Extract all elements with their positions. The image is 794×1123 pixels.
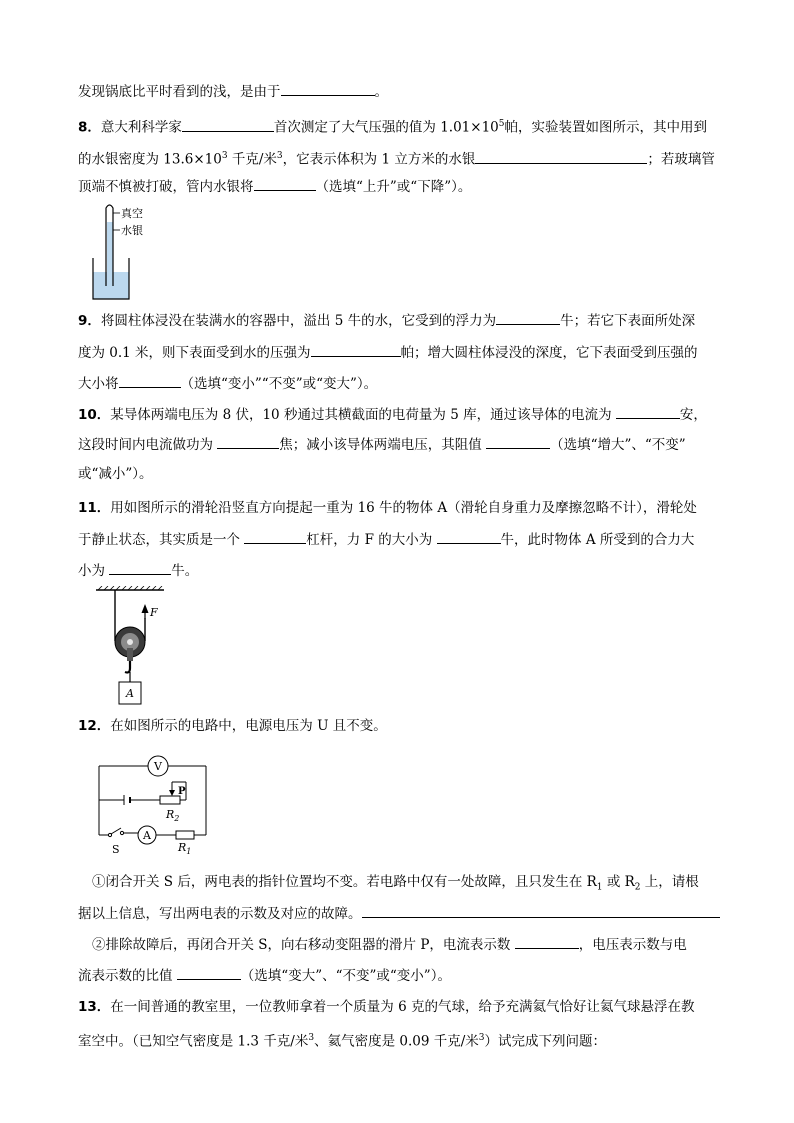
block-label: A [126, 687, 134, 700]
q9-line-1 [78, 310, 695, 331]
answer-blank[interactable] [475, 149, 647, 164]
question-number: 12． [78, 718, 111, 734]
q12-sub1-line-2 [78, 903, 720, 924]
text: ，它表示体积为 1 立方米的水银 [282, 151, 476, 168]
answer-blank[interactable] [311, 342, 401, 357]
text: 杠杆，力 F 的大小为 [306, 532, 437, 548]
text: ）试完成下列问题： [484, 1033, 607, 1050]
switch-s-icon [111, 828, 121, 834]
q12-sub2-line-1 [92, 934, 687, 955]
answer-blank[interactable] [437, 529, 501, 544]
text: 牛，此时物体 A 所受到的合力大 [500, 532, 695, 548]
text: 帕；增大圆柱体浸没的深度，它下表面受到压强的 [400, 345, 698, 361]
text: 的水银密度为 13.6×10 [78, 151, 222, 168]
text: 首次测定了大气压强的值为 1.01×10 [273, 119, 499, 136]
answer-blank[interactable] [217, 434, 279, 449]
text: 用如图所示的滑轮沿竖直方向提起一重为 16 牛的物体 A（滑轮自身重力及摩擦忽略不计），滑轮处 [110, 500, 697, 516]
text: （选填“变小”“不变”或“变大”）。 [180, 376, 378, 392]
text: 这段时间内电流做功为 [78, 437, 218, 453]
superscript: 5 [498, 119, 505, 129]
text: ；若玻璃管 [647, 151, 715, 168]
text: ，电压表示数与电 [578, 937, 687, 953]
r1-label [177, 841, 191, 856]
subscript: 2 [634, 882, 641, 893]
question-number: 13． [78, 999, 111, 1015]
answer-blank[interactable] [496, 310, 560, 325]
answer-blank[interactable] [109, 560, 171, 575]
vacuum-label: 真空 [121, 207, 143, 220]
q12-sub1-line-1 [92, 872, 699, 898]
text: 帕，实验装置如图所示，其中用到 [504, 119, 707, 136]
q10-line-1 [78, 404, 707, 425]
answer-blank[interactable] [515, 934, 579, 949]
q10-line-3 [78, 464, 153, 484]
answer-blank[interactable] [281, 81, 375, 96]
q9-line-3 [78, 373, 377, 394]
text: 意大利科学家 [100, 119, 182, 136]
q8-line-2 [78, 146, 715, 170]
text: 大小将 [78, 376, 119, 392]
text: （选填“增大”、“不变” [550, 437, 686, 453]
r2-label [165, 808, 179, 823]
switch-contact-right [120, 831, 123, 834]
superscript: 3 [276, 151, 283, 161]
text: 牛；若它下表面所处深 [560, 313, 696, 329]
text: ②排除故障后，再闭合开关 S，向右移动变阻器的滑片 P，电流表示数 [92, 937, 515, 953]
q12-sub2-line-2 [78, 965, 451, 986]
text: 小为 [78, 563, 110, 579]
text: 焦；减小该导体两端电压，其阻值 [279, 437, 487, 453]
barometer-figure [88, 200, 168, 305]
pulley-axle [127, 639, 133, 645]
q7-tail-line [78, 81, 388, 102]
q11-line-3 [78, 560, 198, 581]
question-number: 11． [78, 500, 111, 516]
q13-line-1 [78, 997, 694, 1017]
r1-letter: R [178, 841, 187, 854]
r2-sub: 2 [174, 814, 180, 823]
answer-blank[interactable] [119, 373, 181, 388]
text: 室空中。（已知空气密度是 1.3 千克/米 [78, 1033, 309, 1050]
text: 或“减小”）。 [78, 466, 153, 482]
text: 据以上信息，写出两电表的示数及对应的故障。 [78, 906, 362, 922]
force-label: F [150, 606, 158, 619]
mercury-column [107, 222, 113, 286]
question-number: 10． [78, 407, 111, 423]
text: 。 [374, 84, 388, 100]
text: 在一间普通的教室里，一位教师拿着一个质量为 6 克的气球，给予充满氦气恰好让氦气球悬浮在教 [110, 999, 695, 1015]
q9-line-2 [78, 342, 698, 363]
slider-p-icon [169, 790, 175, 796]
text: 某导体两端电压为 8 伏，10 秒通过其横截面的电荷量为 5 库，通过该导体的电流为 [110, 407, 616, 423]
text: （选填“变大”、“不变”或“变小”）。 [240, 968, 451, 984]
mercury-label: 水银 [121, 224, 143, 237]
q8-line-1 [78, 114, 707, 138]
switch-label: S [112, 843, 120, 856]
text: 千克/米 [227, 151, 277, 168]
text: 、氦气密度是 0.09 千克/米 [314, 1033, 479, 1050]
text: （选填“上升”或“下降”）。 [315, 179, 472, 195]
superscript: 3 [221, 151, 228, 161]
text: 上，请根 [640, 874, 699, 890]
text: ①闭合开关 S 后，两电表的指针位置均不变。若电路中仅有一处故障，且只发生在 R [92, 874, 597, 890]
text: 牛。 [171, 563, 199, 579]
r2-letter: R [166, 808, 175, 821]
ammeter-label: A [143, 829, 151, 842]
rheostat-r2 [160, 796, 180, 804]
answer-blank[interactable] [486, 434, 550, 449]
answer-blank[interactable] [177, 965, 241, 980]
q10-line-2 [78, 434, 686, 455]
q8-line-3 [78, 176, 471, 197]
q12-line-1 [78, 716, 387, 736]
answer-blank[interactable] [362, 903, 720, 918]
text: 将圆柱体浸没在装满水的容器中，溢出 5 牛的水，它受到的浮力为 [100, 313, 497, 329]
text: 顶端不慎被打破，管内水银将 [78, 179, 254, 195]
text: 度为 0.1 米，则下表面受到水的压强为 [78, 345, 311, 361]
answer-blank[interactable] [182, 117, 274, 132]
voltmeter-label: V [154, 760, 162, 773]
pulley-figure [94, 586, 174, 710]
text: 于静止状态，其实质是一个 [78, 532, 245, 548]
answer-blank[interactable] [254, 176, 316, 191]
answer-blank[interactable] [616, 404, 680, 419]
slider-label: P [178, 786, 186, 797]
resistor-r1 [176, 831, 194, 839]
question-number: 9． [78, 313, 101, 329]
superscript: 3 [308, 1033, 315, 1043]
circuit-figure [90, 752, 220, 857]
q11-line-2 [78, 529, 694, 550]
text: 发现锅底比平时看到的浅，是由于 [78, 84, 281, 100]
text: 在如图所示的电路中，电源电压为 U 且不变。 [110, 718, 387, 734]
text: 安， [679, 407, 707, 423]
force-arrow-icon [142, 604, 149, 613]
subscript: 1 [596, 882, 603, 893]
answer-blank[interactable] [244, 529, 306, 544]
r1-sub: 1 [186, 847, 192, 856]
hook-icon [125, 661, 130, 673]
text: 流表示数的比值 [78, 968, 177, 984]
text: 或 R [602, 874, 635, 890]
q13-line-2 [78, 1028, 606, 1052]
superscript: 3 [478, 1033, 485, 1043]
pulley-frame [127, 648, 133, 661]
question-number: 8． [78, 119, 101, 136]
q11-line-1 [78, 498, 697, 518]
